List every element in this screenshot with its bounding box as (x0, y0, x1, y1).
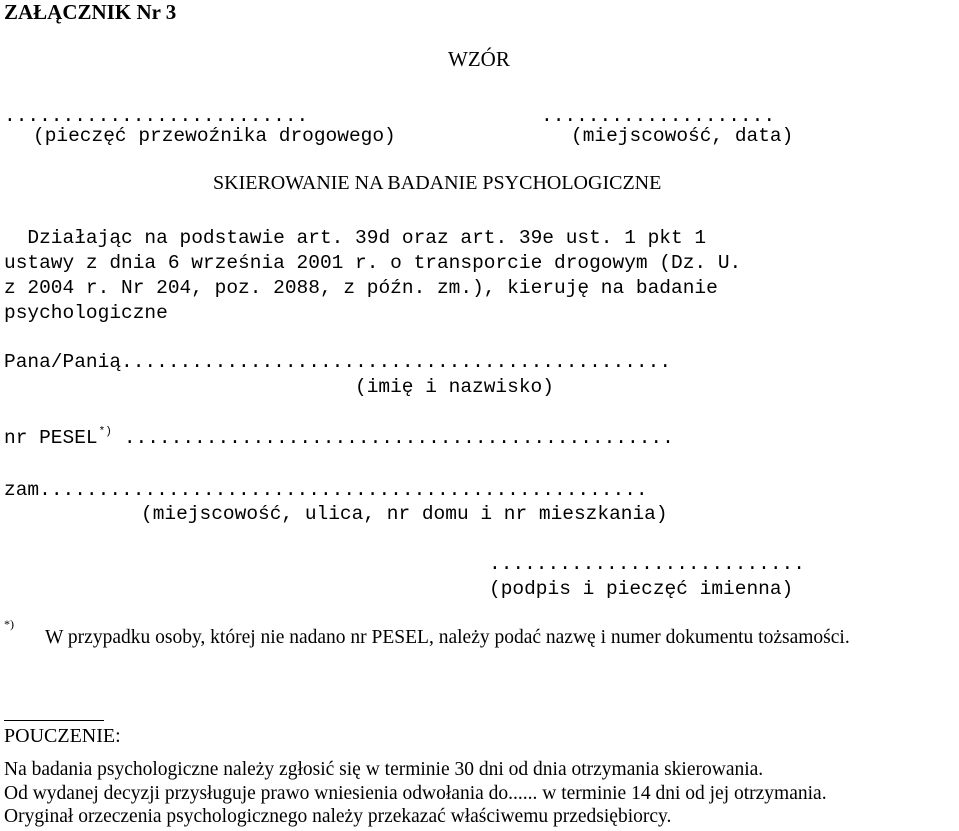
pesel-label: nr PESEL (4, 427, 98, 449)
pesel-dots: ............................................... (123, 427, 674, 449)
address-caption: (miejscowość, ulica, nr domu i nr mieszkania) (141, 503, 668, 525)
person-name-caption: (imię i nazwisko) (355, 376, 554, 398)
footnote-text: W przypadku osoby, której nie nadano nr PESEL, należy podać nazwę i numer dokumentu tożsamości. (45, 627, 850, 648)
person-name-field (4, 350, 671, 375)
pesel-footnote-marker: *) (98, 426, 112, 438)
instruction-line: Od wydanej decyzji przysługuje prawo wniesienia odwołania do...... w terminie 14 dni od jej otrzymania. (4, 783, 827, 804)
intro-line: Działając na podstawie art. 39d oraz art. 39e ust. 1 pkt 1 (4, 227, 707, 249)
attachment-title: ZAŁĄCZNIK Nr 3 (4, 0, 177, 24)
carrier-stamp-dots: .......................... (4, 105, 309, 127)
footnote-marker: *) (4, 617, 14, 631)
intro-line: ustawy z dnia 6 września 2001 r. o transporcie drogowym (Dz. U. (4, 252, 742, 274)
carrier-stamp-caption: (pieczęć przewoźnika drogowego) (33, 125, 396, 147)
document-title: SKIEROWANIE NA BADANIE PSYCHOLOGICZNE (213, 172, 662, 194)
person-label: Pana/Panią (4, 351, 122, 373)
instruction-line: Na badania psychologiczne należy zgłosić się w terminie 30 dni od dnia otrzymania skierowania. (4, 759, 764, 780)
place-date-dots: .................... (541, 105, 776, 127)
intro-line: psychologiczne (4, 302, 168, 324)
instruction-heading: POUCZENIE: (4, 725, 121, 747)
intro-line: z 2004 r. Nr 204, poz. 2088, z późn. zm.), kieruję na badanie (4, 277, 718, 299)
template-label: WZÓR (448, 47, 510, 71)
address-label: zam. (4, 479, 51, 501)
pesel-field (4, 426, 674, 454)
address-field (4, 478, 648, 503)
address-dots: ................................................... (50, 479, 648, 501)
section-divider (4, 720, 104, 721)
instruction-line: Oryginał orzeczenia psychologicznego należy przekazać właściwemu przedsiębiorcy. (4, 806, 672, 827)
place-date-caption: (miejscowość, data) (571, 125, 794, 147)
person-dots: ............................................... (121, 351, 672, 373)
signature-dots: ........................... (489, 553, 805, 575)
signature-caption: (podpis i pieczęć imienna) (489, 578, 794, 600)
